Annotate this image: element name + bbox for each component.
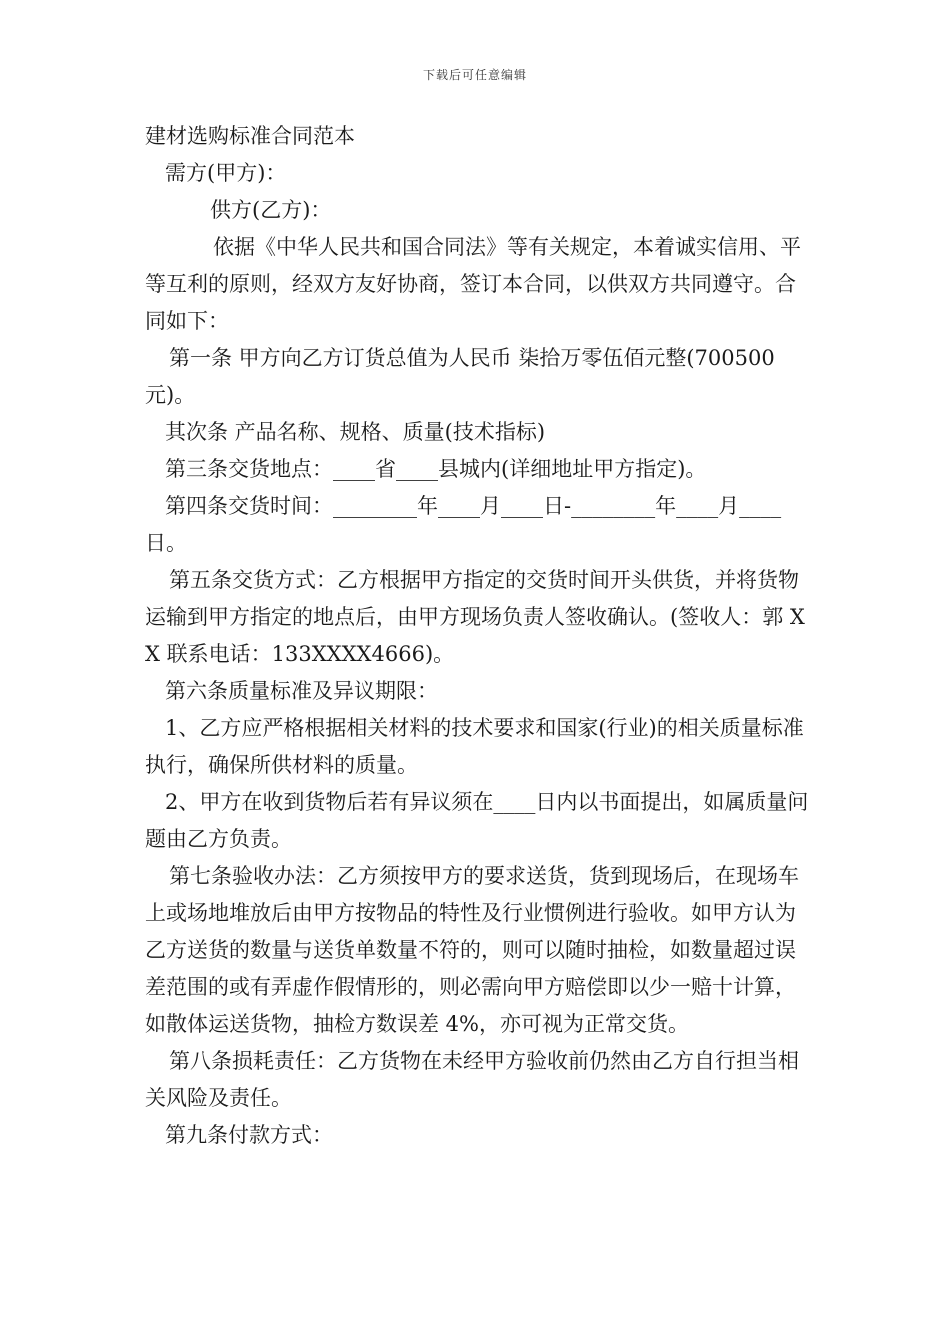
article-6-item-2: 2、甲方在收到货物后若有异议须在____日内以书面提出，如属质量问题由乙方负责。 <box>145 790 809 851</box>
article-6-title: 第六条质量标准及异议期限： <box>165 679 438 703</box>
document-title: 建材选购标准合同范本 <box>145 124 355 148</box>
intro-paragraph: 依据《中华人民共和国合同法》等有关规定，本着诚实信用、平等互利的原则，经双方友好协商，签订本合同，以供双方共同遵守。合同如下： <box>145 235 801 333</box>
article-7: 第七条验收办法：乙方须按甲方的要求送货，货到现场后，在现场车上或场地堆放后由甲方按物品的特性及行业惯例进行验收。如甲方认为乙方送货的数量与送货单数量不符的，则可以随时抽检，如数量超过误差范围的或有弄虚作假情形的，则必需向甲方赔偿即以少一赔十计算，如散体运送货物，抽检方数误差 4%，亦可视为正常交货。 <box>145 864 799 1036</box>
buyer-line: 需方(甲方)： <box>165 161 287 185</box>
article-6-item-1: 1、乙方应严格根据相关材料的技术要求和国家(行业)的相关质量标准执行，确保所供材料的质量。 <box>145 716 804 777</box>
article-2: 其次条 产品名称、规格、质量(技术指标) <box>165 420 546 444</box>
supplier-line: 供方(乙方)： <box>210 198 332 222</box>
article-4: 第四条交货时间：________年____月____日-________年____月____日。 <box>145 494 782 555</box>
article-8: 第八条损耗责任：乙方货物在未经甲方验收前仍然由乙方自行担当相关风险及责任。 <box>145 1049 799 1110</box>
article-9: 第九条付款方式： <box>165 1123 333 1147</box>
article-5: 第五条交货方式：乙方根据甲方指定的交货时间开头供货，并将货物运输到甲方指定的地点后，由甲方现场负责人签收确认。(签收人：郭 XX 联系电话：133XXXX4666)。 <box>145 568 805 666</box>
contract-body <box>145 118 810 1154</box>
article-1: 第一条 甲方向乙方订货总值为人民币 柒拾万零伍佰元整(700500元)。 <box>145 346 775 407</box>
page-header-note: 下载后可任意编辑 <box>422 68 527 82</box>
article-3: 第三条交货地点：____省____县城内(详细地址甲方指定)。 <box>165 457 707 481</box>
